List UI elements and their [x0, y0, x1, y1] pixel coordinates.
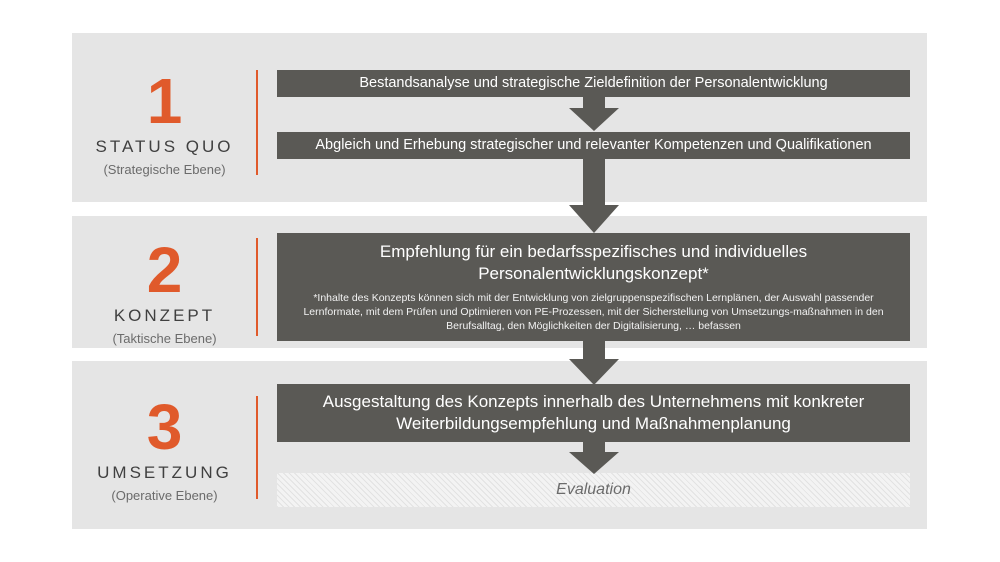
down-arrow-icon [569, 97, 619, 131]
stage-section-status-quo [72, 33, 927, 202]
stage-subtitle: (Strategische Ebene) [103, 162, 226, 177]
stage-divider [256, 396, 258, 499]
stage-divider [256, 70, 258, 175]
stage-title: KONZEPT [113, 306, 216, 325]
implementation-box [277, 384, 910, 442]
evaluation-box: Evaluation [277, 473, 910, 507]
concept-box [277, 233, 910, 341]
stage-number: 1 [146, 65, 183, 137]
stage-subtitle: (Operative Ebene) [111, 488, 218, 503]
down-arrow-icon [569, 159, 619, 233]
stage-divider [256, 238, 258, 336]
concept-note: *Inhalte des Konzepts können sich mit der Entwicklung von zielgruppenspezifischen Lernplänen, der Auswahl passender Lernformate, mit dem Prüfen und Optimieren von PE-Prozessen, mit der Sicherstellung von Umsetzungs-maßnahmen in den Berufsalltag, den Möglichkeiten der Digitalisierung, … befassen [303, 292, 884, 332]
concept-title-line1: Empfehlung für ein bedarfsspezifisches und individuelles [379, 242, 808, 261]
down-arrow-icon [569, 442, 619, 474]
stage-number: 2 [146, 234, 183, 306]
stage-label-group [72, 65, 257, 177]
stage-label-group [72, 391, 257, 503]
concept-title-line2: Personalentwicklungskonzept* [478, 264, 709, 283]
stage-title: STATUS QUO [95, 137, 234, 156]
implementation-line1: Ausgestaltung des Konzepts innerhalb des Unternehmens mit konkreter [322, 392, 865, 411]
stage-subtitle: (Taktische Ebene) [112, 331, 217, 346]
stage-section-konzept [72, 216, 927, 348]
stage-number: 3 [146, 391, 183, 463]
stage-title: UMSETZUNG [97, 463, 232, 482]
implementation-line2: Weiterbildungsempfehlung und Maßnahmenplanung [396, 414, 791, 433]
stage-label-group [72, 234, 257, 346]
stage-section-umsetzung [72, 361, 927, 529]
step-box: Bestandsanalyse und strategische Zieldefinition der Personalentwicklung [277, 70, 910, 97]
down-arrow-icon [569, 341, 619, 385]
step-box: Abgleich und Erhebung strategischer und relevanter Kompetenzen und Qualifikationen [277, 132, 910, 159]
